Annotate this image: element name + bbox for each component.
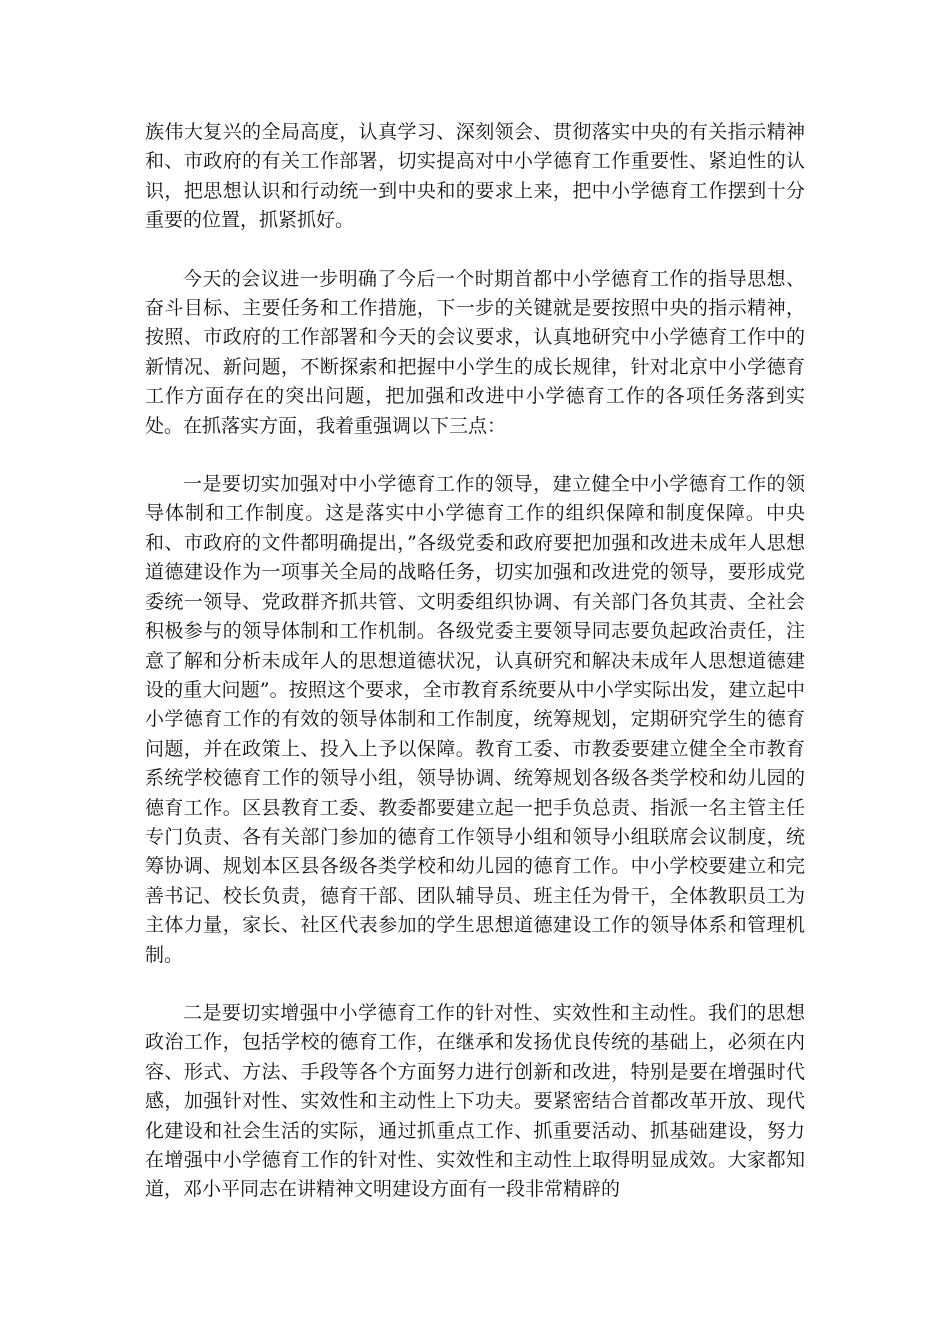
document-body: [145, 118, 805, 1234]
paragraph-point-two: 二是要切实增强中小学德育工作的针对性、实效性和主动性。我们的思想政治工作，包括学校的德育工作，在继承和发扬优良传统的基础上，必须在内容、形式、方法、手段等各个方面努力进行创新和改进，特别是要在增强时代感，加强针对性、实效性和主动性上下功夫。要紧密结合首都改革开放、现代化建设和社会生活的实际，通过抓重点工作、抓重要活动、抓基础建设，努力在增强中小学德育工作的针对性、实效性和主动性上取得明显成效。大家都知道，邓小平同志在讲精神文明建设方面有一段非常精辟的: [145, 1001, 805, 1201]
paragraph-meeting-summary: 今天的会议进一步明确了今后一个时期首都中小学德育工作的指导思想、奋斗目标、主要任务和工作措施，下一步的关键就是要按照中央的指示精神，按照、市政府的工作部署和今天的会议要求，认真地研究中小学德育工作中的新情况、新问题，不断探索和把握中小学生的成长规律，针对北京中小学德育工作方面存在的突出问题，把加强和改进中小学德育工作的各项任务落到实处。在抓落实方面，我着重强调以下三点：: [145, 267, 805, 437]
paragraph-point-one: 一是要切实加强对中小学德育工作的领导，建立健全中小学德育工作的领导体制和工作制度。这是落实中小学德育工作的组织保障和制度保障。中央和、市政府的文件都明确提出，”各级党委和政府要把加强和改进未成年人思想道德建设作为一项事关全局的战略任务，切实加强和改进党的领导，要形成党委统一领导、党政群齐抓共管、文明委组织协调、有关部门各负其责、全社会积极参与的领导体制和工作机制。各级党委主要领导同志要负起政治责任，注意了解和分析未成年人的思想道德状况，认真研究和解决未成年人思想道德建设的重大问题”。按照这个要求，全市教育系统要从中小学实际出发，建立起中小学德育工作的有效的领导体制和工作制度，统筹规划，定期研究学生的德育问题，并在政策上、投入上予以保障。教育工委、市教委要建立健全全市教育系统学校德育工作的领导小组，领导协调、统筹规划各级各类学校和幼儿园的德育工作。区县教育工委、教委都要建立起一把手负总责、指派一名主管主任专门负责、各有关部门参加的德育工作领导小组和领导小组联席会议制度，统筹协调、规划本区县各级各类学校和幼儿园的德育工作。中小学校要建立和完善书记、校长负责，德育干部、团队辅导员、班主任为骨干，全体教职员工为主体力量，家长、社区代表参加的学生思想道德建设工作的领导体系和管理机制。: [145, 473, 805, 966]
paragraph-continuation: 族伟大复兴的全局高度，认真学习、深刻领会、贯彻落实中央的有关指示精神和、市政府的有关工作部署，切实提高对中小学德育工作重要性、紧迫性的认识，把思想认识和行动统一到中央和的要求上来，把中小学德育工作摆到十分重要的位置，抓紧抓好。: [145, 121, 805, 232]
